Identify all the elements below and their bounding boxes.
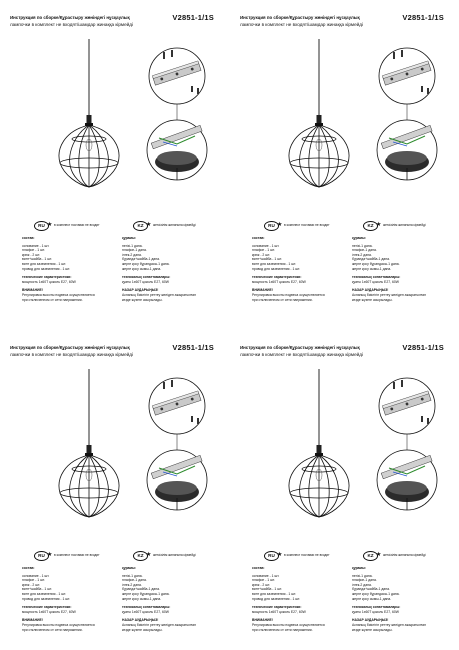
not-included-note-kz: жеткізілім жинағына кірмейді	[383, 553, 426, 557]
warning-text: Регулировка высоты подвеса осуществляется	[252, 622, 325, 627]
tech-heading: технические характеристики:	[22, 275, 72, 280]
warning-heading: ВНИМАНИЕ!	[22, 618, 43, 623]
warning-text: кезде жүзеге асырылады.	[352, 627, 393, 632]
language-badges	[240, 551, 446, 561]
tech-heading: техникалық сипаттамалары:	[352, 605, 401, 610]
list-item: жерге қосу сымы-1 дана.	[352, 266, 392, 271]
not-included-note-ru: в комплект поставки не входит	[54, 223, 100, 227]
list-item: негізі-1 дана.	[352, 573, 373, 578]
contents-heading: құрамы:	[352, 236, 367, 240]
list-item: основание - 1 шт.	[252, 243, 280, 248]
warning-heading: НАЗАР АУДАРЫҢЫЗ!	[122, 288, 159, 293]
list-item: жерге қосу бұрандасы-1 дана.	[352, 591, 400, 596]
list-item: плафон - 1 шт.	[252, 248, 275, 253]
tech-heading: техникалық сипаттамалары:	[122, 605, 171, 610]
list-item: плафон - 1 шт.	[252, 578, 275, 583]
title-line-1: Инструкция по сборке/Құрастыру жөніндегі нұсқаулық	[240, 345, 360, 350]
star-icon: ★	[376, 552, 382, 558]
warning-text: при отключенном от сети напряжении.	[252, 297, 313, 302]
title-block	[10, 12, 216, 32]
list-item: ілгек-2 дана.	[122, 252, 142, 257]
warning-text: Аспаның биіктігін реттеу желіден ажыратылған	[122, 292, 196, 297]
list-item: провод для заземления - 1 шт.	[22, 266, 71, 271]
star-icon: ★	[277, 222, 283, 228]
tech-spec: мощность 1х60Т цоколь Е27, 60W	[252, 279, 306, 284]
warning-text: Аспаның биіктігін реттеу желіден ажыратылған	[122, 622, 196, 627]
kz-contents-column	[352, 566, 448, 632]
ru-badge: RU	[34, 221, 49, 231]
list-item: жерге қосу сымы-1 дана.	[122, 596, 162, 601]
instruction-card	[240, 336, 446, 636]
model-number: V2851-1/1S	[402, 13, 444, 22]
list-item: провод для заземления - 1 шт.	[252, 596, 301, 601]
tech-spec: қуаты 1х60Т цоколь Е27, 60W	[122, 609, 169, 614]
title-line-2: лампочки в комплект не входят/шамдар жинаққа кірмейді	[10, 351, 133, 357]
list-item: плафон - 1 шт.	[22, 248, 45, 253]
model-number: V2851-1/1S	[172, 343, 214, 352]
tech-spec: қуаты 1х60Т цоколь Е27, 60W	[122, 279, 169, 284]
list-item: ілгек-2 дана.	[122, 582, 142, 587]
contents-heading: состав:	[22, 236, 35, 240]
not-included-note-ru: в комплект поставки не входит	[54, 553, 100, 557]
list-item: крюк - 2 шт.	[22, 252, 41, 257]
list-item: плафон-1 дана.	[352, 248, 377, 253]
warning-text: Аспаның биіктігін реттеу желіден ажыратылған	[352, 622, 426, 627]
assembly-detail-diagram	[371, 376, 443, 514]
not-included-note-ru: в комплект поставки не входит	[284, 223, 330, 227]
list-item: основание - 1 шт.	[22, 573, 50, 578]
list-item: винт для заземления - 1 шт.	[22, 261, 67, 266]
ru-contents-column	[22, 236, 118, 302]
language-badges	[240, 221, 446, 231]
title-block	[10, 342, 216, 362]
model-number: V2851-1/1S	[402, 343, 444, 352]
pendant-lamp-illustration	[284, 39, 354, 189]
pendant-lamp-illustration	[54, 39, 124, 189]
tech-spec: мощность 1х60Т цоколь Е27, 60W	[252, 609, 306, 614]
list-item: крюк - 2 шт.	[252, 582, 271, 587]
list-item: бұранда+шайба-1 дана.	[122, 587, 160, 592]
list-item: жерге қосу бұрандасы-1 дана.	[122, 591, 170, 596]
instruction-card	[10, 6, 216, 306]
language-badges	[10, 221, 216, 231]
list-item: жерге қосу бұрандасы-1 дана.	[122, 261, 170, 266]
title-line-2: лампочки в комплект не входят/шамдар жинаққа кірмейді	[240, 351, 363, 357]
kz-contents-column	[352, 236, 448, 302]
ru-badge: RU	[34, 551, 49, 561]
star-icon: ★	[47, 552, 53, 558]
tech-heading: технические характеристики:	[252, 275, 302, 280]
tech-spec: қуаты 1х60Т цоколь Е27, 60W	[352, 279, 399, 284]
warning-text: при отключенном от сети напряжении.	[22, 627, 83, 632]
title-line-2: лампочки в комплект не входят/шамдар жинаққа кірмейді	[10, 21, 133, 27]
list-item: крюк - 2 шт.	[252, 252, 271, 257]
instruction-card	[10, 336, 216, 636]
title-line-1: Инструкция по сборке/Құрастыру жөніндегі нұсқаулық	[10, 345, 130, 350]
star-icon: ★	[47, 222, 53, 228]
language-badges	[10, 551, 216, 561]
list-item: винт для заземления - 1 шт.	[22, 591, 67, 596]
warning-text: кезде жүзеге асырылады.	[352, 297, 393, 302]
title-line-2: лампочки в комплект не входят/шамдар жинаққа кірмейді	[240, 21, 363, 27]
star-icon: ★	[376, 222, 382, 228]
kz-contents-column	[122, 566, 218, 632]
star-icon: ★	[277, 552, 283, 558]
list-item: винт для заземления - 1 шт.	[252, 261, 297, 266]
not-included-note-kz: жеткізілім жинағына кірмейді	[153, 223, 196, 227]
warning-text: при отключенном от сети напряжении.	[22, 297, 83, 302]
list-item: основание - 1 шт.	[22, 243, 50, 248]
title-line-1: Инструкция по сборке/Құрастыру жөніндегі нұсқаулық	[10, 15, 130, 20]
warning-heading: НАЗАР АУДАРЫҢЫЗ!	[122, 618, 159, 623]
kz-badge: KZ	[133, 551, 148, 561]
title-line-1: Инструкция по сборке/Құрастыру жөніндегі нұсқаулық	[240, 15, 360, 20]
star-icon: ★	[146, 222, 152, 228]
kz-badge: KZ	[133, 221, 148, 231]
list-item: винт+шайба - 1 шт.	[22, 257, 53, 262]
tech-heading: техникалық сипаттамалары:	[122, 275, 171, 280]
warning-text: Регулировка высоты подвеса осуществляется	[22, 622, 95, 627]
pendant-lamp-illustration	[284, 369, 354, 519]
assembly-detail-diagram	[141, 376, 213, 514]
list-item: жерге қосу сымы-1 дана.	[352, 596, 392, 601]
model-number: V2851-1/1S	[172, 13, 214, 22]
tech-spec: мощность 1х60Т цоколь Е27, 60W	[22, 279, 76, 284]
contents-heading: состав:	[252, 236, 265, 240]
list-item: бұранда+шайба-1 дана.	[352, 257, 390, 262]
list-item: ілгек-2 дана.	[352, 582, 372, 587]
title-block	[240, 342, 446, 362]
kz-badge: KZ	[363, 221, 378, 231]
list-item: бұранда+шайба-1 дана.	[352, 587, 390, 592]
kz-badge: KZ	[363, 551, 378, 561]
list-item: плафон-1 дана.	[122, 578, 147, 583]
contents-heading: состав:	[22, 566, 35, 570]
assembly-detail-diagram	[371, 46, 443, 184]
list-item: винт+шайба - 1 шт.	[22, 587, 53, 592]
list-item: основание - 1 шт.	[252, 573, 280, 578]
ru-contents-column	[252, 236, 348, 302]
contents-heading: құрамы:	[122, 566, 137, 570]
list-item: плафон-1 дана.	[122, 248, 147, 253]
not-included-note-ru: в комплект поставки не входит	[284, 553, 330, 557]
ru-badge: RU	[264, 551, 279, 561]
ru-contents-column	[252, 566, 348, 632]
list-item: негізі-1 дана.	[122, 573, 143, 578]
title-block	[240, 12, 446, 32]
not-included-note-kz: жеткізілім жинағына кірмейді	[383, 223, 426, 227]
tech-heading: технические характеристики:	[22, 605, 72, 610]
pendant-lamp-illustration	[54, 369, 124, 519]
list-item: винт+шайба - 1 шт.	[252, 587, 283, 592]
contents-heading: құрамы:	[352, 566, 367, 570]
tech-heading: техникалық сипаттамалары:	[352, 275, 401, 280]
not-included-note-kz: жеткізілім жинағына кірмейді	[153, 553, 196, 557]
ru-contents-column	[22, 566, 118, 632]
list-item: провод для заземления - 1 шт.	[252, 266, 301, 271]
list-item: плафон - 1 шт.	[22, 578, 45, 583]
list-item: плафон-1 дана.	[352, 578, 377, 583]
list-item: жерге қосу сымы-1 дана.	[122, 266, 162, 271]
star-icon: ★	[146, 552, 152, 558]
warning-text: Регулировка высоты подвеса осуществляется	[22, 292, 95, 297]
warning-heading: ВНИМАНИЕ!	[22, 288, 43, 293]
list-item: ілгек-2 дана.	[352, 252, 372, 257]
warning-heading: ВНИМАНИЕ!	[252, 288, 273, 293]
warning-text: при отключенном от сети напряжении.	[252, 627, 313, 632]
list-item: провод для заземления - 1 шт.	[22, 596, 71, 601]
ru-badge: RU	[264, 221, 279, 231]
instruction-card	[240, 6, 446, 306]
list-item: крюк - 2 шт.	[22, 582, 41, 587]
warning-heading: НАЗАР АУДАРЫҢЫЗ!	[352, 288, 389, 293]
list-item: бұранда+шайба-1 дана.	[122, 257, 160, 262]
list-item: жерге қосу бұрандасы-1 дана.	[352, 261, 400, 266]
list-item: негізі-1 дана.	[122, 243, 143, 248]
contents-heading: құрамы:	[122, 236, 137, 240]
warning-text: Регулировка высоты подвеса осуществляется	[252, 292, 325, 297]
warning-heading: ВНИМАНИЕ!	[252, 618, 273, 623]
warning-heading: НАЗАР АУДАРЫҢЫЗ!	[352, 618, 389, 623]
list-item: винт+шайба - 1 шт.	[252, 257, 283, 262]
tech-heading: технические характеристики:	[252, 605, 302, 610]
kz-contents-column	[122, 236, 218, 302]
list-item: негізі-1 дана.	[352, 243, 373, 248]
tech-spec: мощность 1х60Т цоколь Е27, 60W	[22, 609, 76, 614]
contents-heading: состав:	[252, 566, 265, 570]
assembly-detail-diagram	[141, 46, 213, 184]
warning-text: кезде жүзеге асырылады.	[122, 297, 163, 302]
warning-text: кезде жүзеге асырылады.	[122, 627, 163, 632]
list-item: винт для заземления - 1 шт.	[252, 591, 297, 596]
warning-text: Аспаның биіктігін реттеу желіден ажыратылған	[352, 292, 426, 297]
tech-spec: қуаты 1х60Т цоколь Е27, 60W	[352, 609, 399, 614]
